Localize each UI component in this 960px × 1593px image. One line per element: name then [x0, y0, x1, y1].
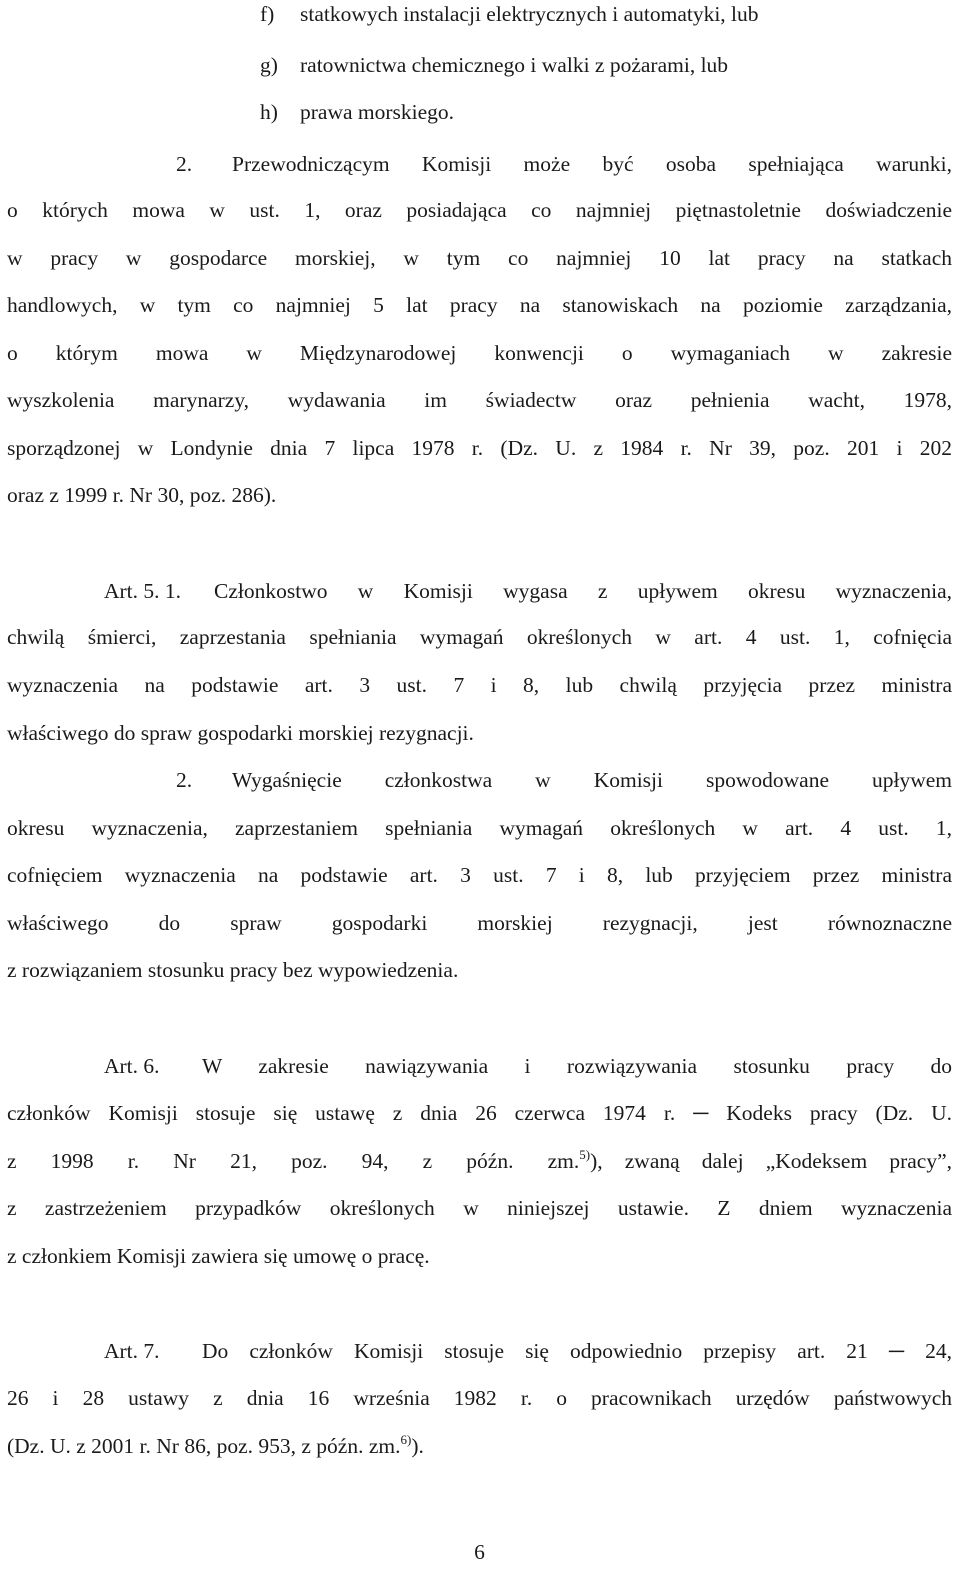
article-text: Do członków Komisji stosuje się odpowiednio przepisy art. 21 ─ 24,	[202, 1339, 952, 1363]
article-text: W zakresie nawiązywania i rozwiązywania stosunku pracy do	[202, 1054, 952, 1078]
article-text: (Dz. U. z 2001 r. Nr 86, poz. 953, z późn. zm.	[7, 1434, 401, 1458]
paragraph-line: sporządzonej w Londynie dnia 7 lipca 1978 r. (Dz. U. z 1984 r. Nr 39, poz. 201 i 202	[7, 436, 952, 460]
paragraph-number: 2.	[176, 768, 193, 792]
article-heading: Art. 6.	[104, 1054, 160, 1078]
article-line	[7, 1432, 952, 1460]
article-heading: Art. 7.	[104, 1339, 160, 1363]
article-text: ), zwaną dalej „Kodeksem pracy”,	[590, 1149, 952, 1173]
page-number: 6	[474, 1540, 485, 1564]
article-line: właściwego do spraw gospodarki morskiej rezygnacji, jest równoznaczne	[7, 911, 952, 935]
article-text: ).	[411, 1434, 424, 1458]
article-text: z 1998 r. Nr 21, poz. 94, z późn. zm.	[7, 1149, 580, 1173]
paragraph-line: oraz z 1999 r. Nr 30, poz. 286).	[7, 483, 277, 507]
paragraph-line: o których mowa w ust. 1, oraz posiadająca co najmniej piętnastoletnie doświadczenie	[7, 198, 952, 222]
article-line: członków Komisji stosuje się ustawę z dnia 26 czerwca 1974 r. ─ Kodeks pracy (Dz. U.	[7, 1101, 952, 1125]
paragraph-line	[176, 150, 952, 178]
article-line: chwilą śmierci, zaprzestania spełniania wymagań określonych w art. 4 ust. 1, cofnięcia	[7, 625, 952, 649]
footnote-ref: 5)	[579, 1146, 591, 1162]
paragraph-text: Przewodniczącym Komisji może być osoba spełniająca warunki,	[232, 152, 952, 176]
article-line: cofnięciem wyznaczenia na podstawie art. 3 ust. 7 i 8, lub przyjęciem przez ministra	[7, 863, 952, 887]
list-item-label: h)	[260, 100, 278, 124]
paragraph-line: w pracy w gospodarce morskiej, w tym co najmniej 10 lat pracy na statkach	[7, 246, 952, 270]
list-item-label: g)	[260, 53, 278, 77]
article-line: 26 i 28 ustawy z dnia 16 września 1982 r. o pracownikach urzędów państwowych	[7, 1386, 952, 1410]
article-text: Wygaśnięcie członkostwa w Komisji spowodowane upływem	[232, 768, 952, 792]
list-item-text: statkowych instalacji elektrycznych i automatyki, lub	[300, 2, 759, 26]
paragraph-number: 2.	[176, 152, 193, 176]
article-text: Członkostwo w Komisji wygasa z upływem okresu wyznaczenia,	[214, 579, 952, 603]
list-item	[260, 98, 454, 126]
list-item-text: prawa morskiego.	[300, 100, 455, 124]
article-heading: Art. 5. 1.	[104, 579, 182, 603]
article-line	[7, 1147, 952, 1175]
article-line: z rozwiązaniem stosunku pracy bez wypowiedzenia.	[7, 958, 459, 982]
article-line: właściwego do spraw gospodarki morskiej rezygnacji.	[7, 721, 474, 745]
paragraph-line: handlowych, w tym co najmniej 5 lat pracy na stanowiskach na poziomie zarządzania,	[7, 293, 952, 317]
list-item-label: f)	[260, 2, 275, 26]
list-item	[260, 0, 759, 28]
paragraph-line: wyszkolenia marynarzy, wydawania im świadectw oraz pełnienia wacht, 1978,	[7, 388, 952, 412]
article-line	[104, 1337, 952, 1365]
article-line	[176, 766, 952, 794]
footnote-ref: 6)	[400, 1431, 412, 1447]
article-line	[104, 577, 952, 605]
paragraph-line: o którym mowa w Międzynarodowej konwencji o wymaganiach w zakresie	[7, 341, 952, 365]
article-line	[104, 1052, 952, 1080]
article-line: z członkiem Komisji zawiera się umowę o pracę.	[7, 1244, 430, 1268]
article-line: z zastrzeżeniem przypadków określonych w niniejszej ustawie. Z dniem wyznaczenia	[7, 1196, 952, 1220]
article-line: wyznaczenia na podstawie art. 3 ust. 7 i 8, lub chwilą przyjęcia przez ministra	[7, 673, 952, 697]
article-line: okresu wyznaczenia, zaprzestaniem spełniania wymagań określonych w art. 4 ust. 1,	[7, 816, 952, 840]
list-item	[260, 51, 728, 79]
list-item-text: ratownictwa chemicznego i walki z pożarami, lub	[300, 53, 729, 77]
